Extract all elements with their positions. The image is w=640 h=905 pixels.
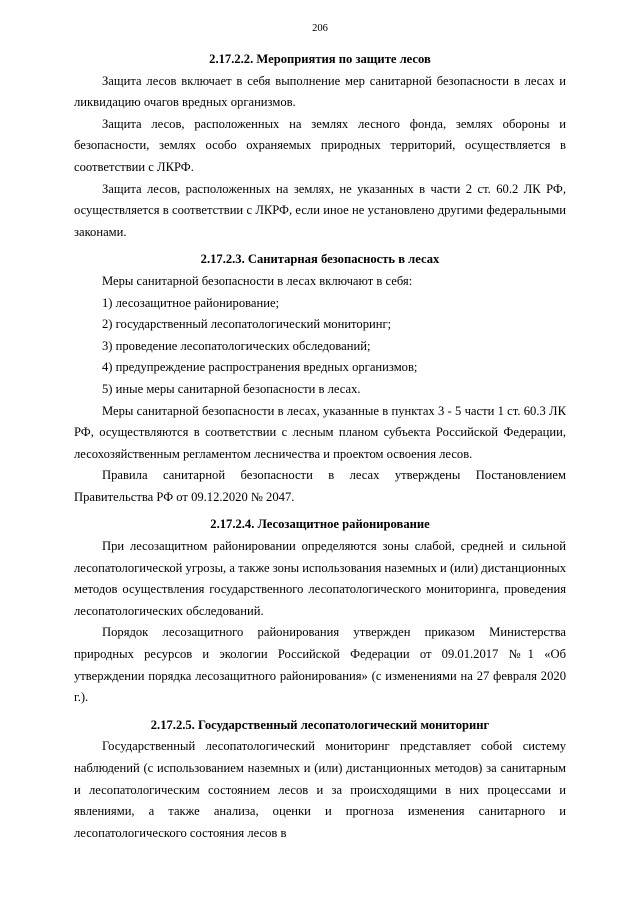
section-heading: 2.17.2.2. Мероприятия по защите лесов (209, 52, 431, 66)
list-item: 5) иные меры санитарной безопасности в лесах. (102, 381, 361, 396)
list-item: 3) проведение лесопатологических обследований; (102, 338, 371, 353)
paragraph: Меры санитарной безопасности в лесах, указанные в пунктах 3 - 5 части 1 ст. 60.3 ЛК РФ, осуществляются в соответствии с лесным планом субъекта Российской Федерации, лесохозяйственным регламентом лесничества и проектом освоения лесов. (74, 403, 566, 461)
paragraph: Государственный лесопатологический мониторинг представляет собой систему наблюдений (с использованием наземных и (или) дистанционных методов) за санитарным и лесопатологическим состоянием лесов и за происходящими в них процессами и явлениями, а также анализа, оценки и прогноза изменения санитарного и лесопатологического состояния лесов в (74, 739, 566, 840)
paragraph: Меры санитарной безопасности в лесах включают в себя: (102, 273, 413, 288)
paragraph: При лесозащитном районировании определяются зоны слабой, средней и сильной лесопатологической угрозы, а также зоны использования наземных и (или) дистанционных методов осуществления государственного лесопатологического мониторинга, проведения лесопатологических обследований. (74, 539, 566, 618)
list-item: 2) государственный лесопатологический мониторинг; (102, 317, 392, 332)
paragraph: Защита лесов, расположенных на землях, не указанных в части 2 ст. 60.2 ЛК РФ, осуществляется в соответствии с ЛКРФ, если иное не установлено другими федеральными законами. (74, 181, 566, 239)
section-heading: 2.17.2.4. Лесозащитное районирование (210, 517, 430, 532)
list-item: 4) предупреждение распространения вредных организмов; (102, 360, 418, 375)
paragraph: Защита лесов включает в себя выполнение мер санитарной безопасности в лесах и ликвидацию очагов вредных организмов. (74, 73, 566, 110)
document-body (74, 49, 566, 844)
section-heading: 2.17.2.3. Санитарная безопасность в лесах (200, 252, 440, 267)
paragraph: Защита лесов, расположенных на землях лесного фонда, землях обороны и безопасности, землях особо охраняемых природных территорий, осуществляется в соответствии с ЛКРФ. (74, 116, 566, 174)
page-number: 206 (312, 23, 328, 34)
section-heading: 2.17.2.5. Государственный лесопатологический мониторинг (150, 717, 490, 732)
paragraph: Правила санитарной безопасности в лесах утверждены Постановлением Правительства РФ от 09.12.2020 № 2047. (74, 468, 566, 504)
list-item: 1) лесозащитное районирование; (102, 295, 280, 310)
paragraph: Порядок лесозащитного районирования утвержден приказом Министерства природных ресурсов и экологии Российской Федерации от 09.01.2017 №1 «Об утверждении порядка лесозащитного районирования» (с изменениями на 27 февраля 2020 г.). (74, 625, 566, 705)
